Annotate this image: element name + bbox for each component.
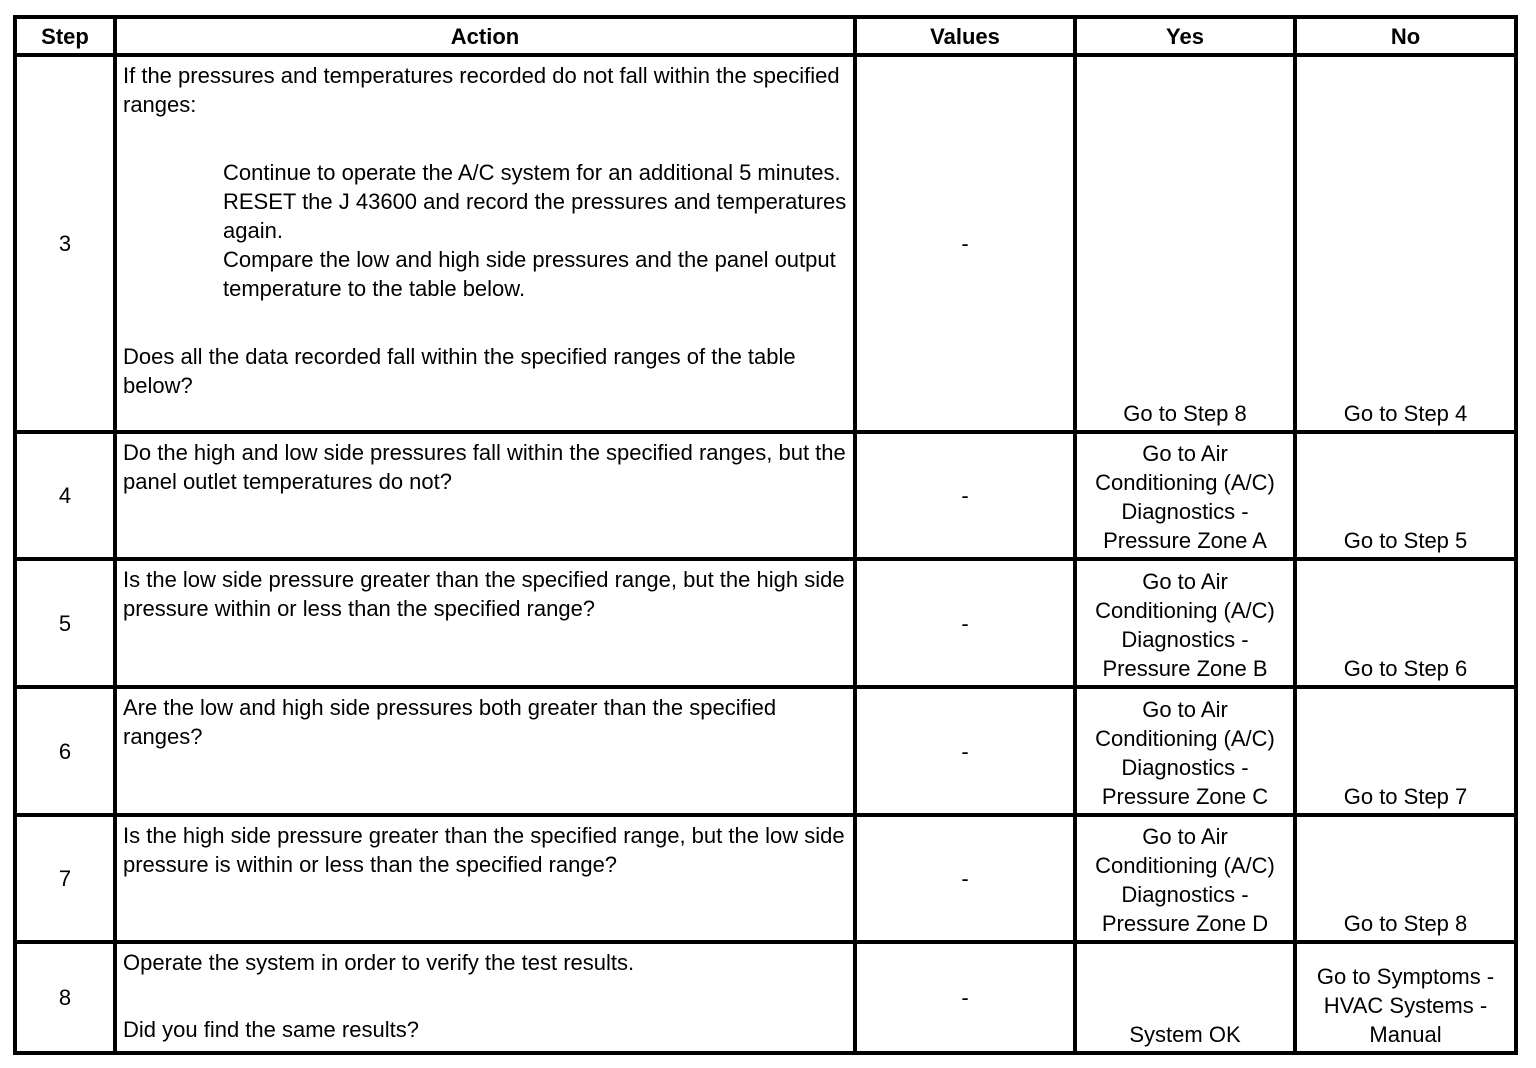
values-cell: -	[855, 559, 1075, 687]
no-link[interactable]: Go to Step 7	[1295, 687, 1516, 815]
step-number: 4	[15, 432, 115, 559]
no-link[interactable]: Go to Step 8	[1295, 815, 1516, 942]
yes-link[interactable]: Go to Air Conditioning (A/C) Diagnostics - Pressure Zone D	[1075, 815, 1295, 942]
values-cell: -	[855, 942, 1075, 1053]
table-row	[15, 815, 1516, 942]
yes-link[interactable]: Go to Air Conditioning (A/C) Diagnostics - Pressure Zone A	[1075, 432, 1295, 559]
action-question: Did you find the same results?	[123, 1017, 419, 1042]
action-cell	[115, 55, 855, 432]
action-step: Compare the low and high side pressures and the panel output temperature to the table below.	[223, 247, 836, 301]
yes-link[interactable]: Go to Air Conditioning (A/C) Diagnostics - Pressure Zone B	[1075, 559, 1295, 687]
header-step: Step	[15, 17, 115, 55]
yes-link[interactable]: System OK	[1075, 942, 1295, 1053]
values-cell: -	[855, 55, 1075, 432]
table-row	[15, 55, 1516, 432]
action-line: Operate the system in order to verify the test results.	[123, 950, 635, 975]
no-link[interactable]: Go to Step 5	[1295, 432, 1516, 559]
values-cell: -	[855, 687, 1075, 815]
table-row	[15, 432, 1516, 559]
step-number: 8	[15, 942, 115, 1053]
no-link[interactable]: Go to Step 6	[1295, 559, 1516, 687]
action-step: Continue to operate the A/C system for an additional 5 minutes.	[223, 160, 841, 185]
action-question: Does all the data recorded fall within the specified ranges of the table below?	[123, 344, 796, 398]
action-step: RESET the J 43600 and record the pressures and temperatures again.	[223, 189, 847, 243]
values-cell: -	[855, 815, 1075, 942]
header-no: No	[1295, 17, 1516, 55]
action-cell: Do the high and low side pressures fall within the specified ranges, but the panel outlet temperatures do not?	[115, 432, 855, 559]
yes-link[interactable]: Go to Air Conditioning (A/C) Diagnostics - Pressure Zone C	[1075, 687, 1295, 815]
step-number: 7	[15, 815, 115, 942]
action-cell: Is the high side pressure greater than the specified range, but the low side pressure is within or less than the specified range?	[115, 815, 855, 942]
no-link[interactable]: Go to Symptoms - HVAC Systems - Manual	[1295, 942, 1516, 1053]
action-cell	[115, 942, 855, 1053]
step-number: 6	[15, 687, 115, 815]
header-yes: Yes	[1075, 17, 1295, 55]
action-intro: If the pressures and temperatures recorded do not fall within the specified ranges:	[123, 63, 840, 117]
values-cell: -	[855, 432, 1075, 559]
action-cell: Is the low side pressure greater than the specified range, but the high side pressure within or less than the specified range?	[115, 559, 855, 687]
table-row	[15, 687, 1516, 815]
step-number: 3	[15, 55, 115, 432]
header-row	[15, 17, 1516, 55]
table-row	[15, 942, 1516, 1053]
step-number: 5	[15, 559, 115, 687]
header-action: Action	[115, 17, 855, 55]
table-row	[15, 559, 1516, 687]
header-values: Values	[855, 17, 1075, 55]
diagnostic-table	[13, 15, 1518, 1055]
yes-link[interactable]: Go to Step 8	[1075, 55, 1295, 432]
action-cell: Are the low and high side pressures both greater than the specified ranges?	[115, 687, 855, 815]
no-link[interactable]: Go to Step 4	[1295, 55, 1516, 432]
